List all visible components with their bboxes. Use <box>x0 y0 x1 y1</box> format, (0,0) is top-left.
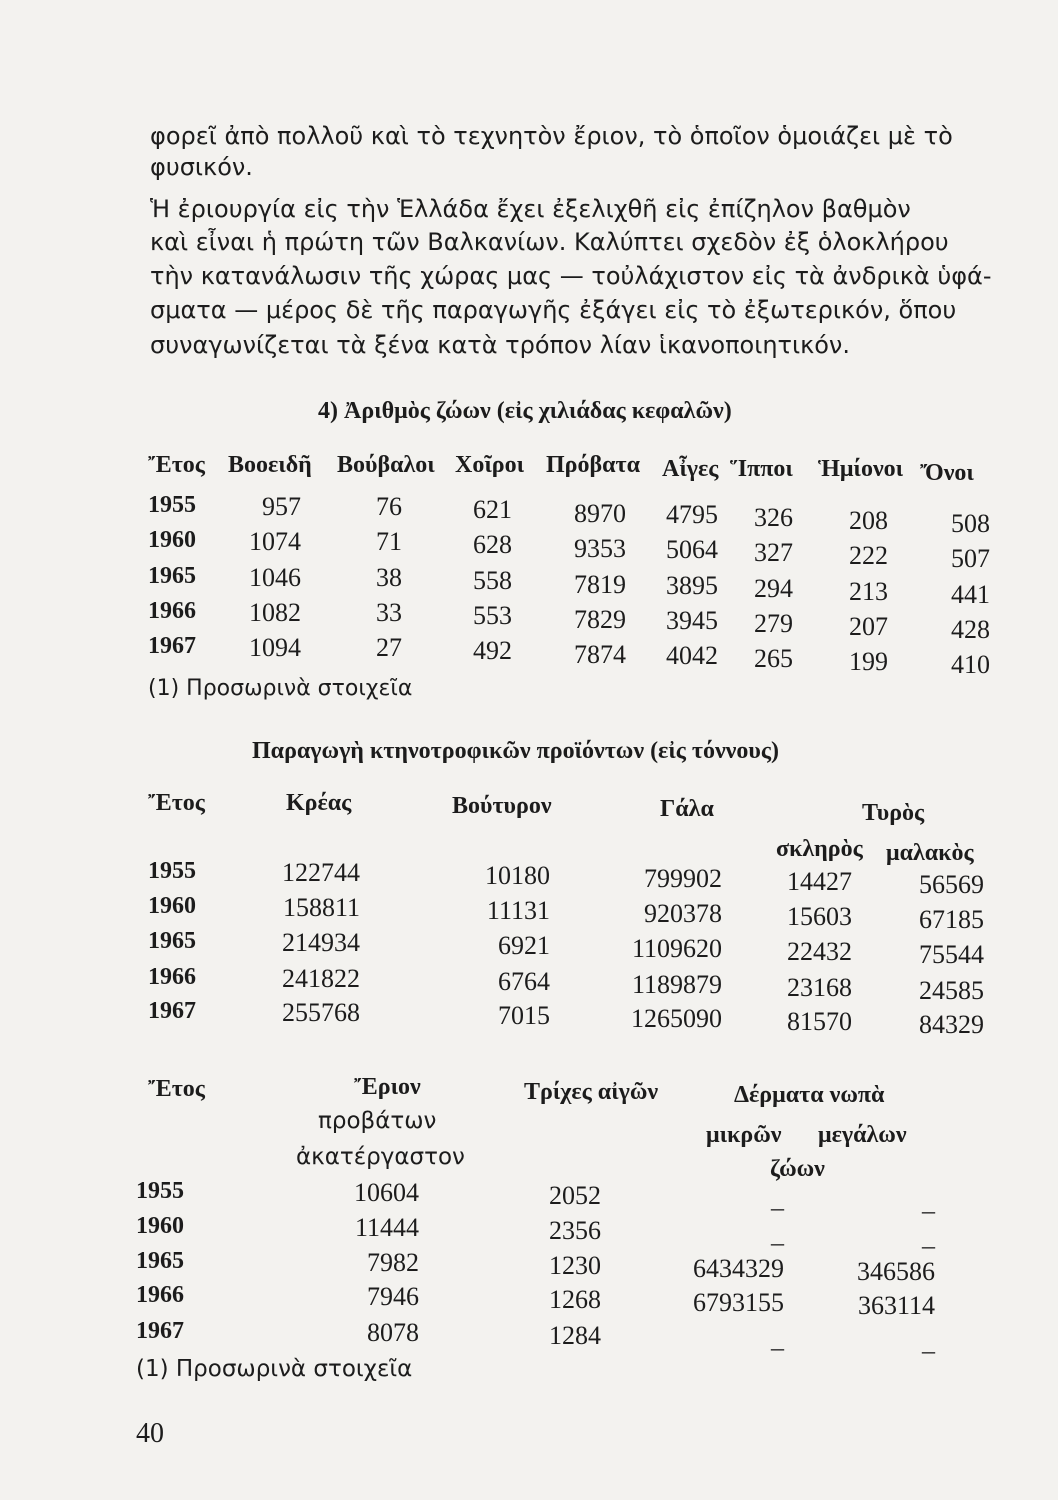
table3-note: (1) Προσωρινὰ στοιχεῖα <box>136 1356 413 1382</box>
table-cell: 294 <box>754 574 793 603</box>
table-cell: 363114 <box>857 1291 935 1320</box>
table1-header: Αἶγες <box>662 456 719 482</box>
table-cell: 410 <box>951 650 990 679</box>
table-cell: 492 <box>473 636 512 665</box>
table-cell: 255768 <box>282 998 360 1027</box>
table-cell: 9353 <box>574 534 626 563</box>
table-cell: _ <box>771 1219 784 1248</box>
table-cell: 207 <box>849 612 888 641</box>
paragraph-line: συναγωνίζεται τὰ ξένα κατὰ τρόπον λίαν ἱκανοποιητικόν. <box>150 331 850 359</box>
table-cell: 2356 <box>549 1216 601 1245</box>
table-cell: 75544 <box>919 940 984 969</box>
table-cell: _ <box>922 1187 935 1216</box>
table-cell: 441 <box>951 580 990 609</box>
table-cell: 553 <box>473 601 512 630</box>
table2-header: Κρέας <box>286 790 352 816</box>
table-cell: 508 <box>951 509 990 538</box>
row-year: 1967 <box>148 633 196 659</box>
table1-header: Ἵπποι <box>730 456 793 482</box>
table-cell: 6793155 <box>693 1288 784 1317</box>
table-cell: 208 <box>849 506 888 535</box>
table2-header: Βούτυρον <box>452 793 552 819</box>
table-cell: 621 <box>473 495 512 524</box>
row-year: 1967 <box>136 1318 184 1344</box>
table-cell: 6764 <box>498 967 550 996</box>
table3-header-small: μικρῶν <box>706 1122 782 1148</box>
table-cell: 122744 <box>282 858 360 887</box>
table-cell: 7015 <box>498 1001 550 1030</box>
table3-header-large: μεγάλων <box>818 1122 907 1148</box>
row-year: 1955 <box>148 858 196 884</box>
table-cell: _ <box>922 1327 935 1356</box>
table-cell: 2052 <box>549 1181 601 1210</box>
table-cell: 4042 <box>666 641 718 670</box>
table-cell: 1230 <box>549 1251 601 1280</box>
table-cell: 8078 <box>367 1318 419 1347</box>
table-cell: 56569 <box>919 870 984 899</box>
table-cell: 628 <box>473 530 512 559</box>
table-cell: 11444 <box>354 1213 419 1242</box>
table-cell: 71 <box>376 527 402 556</box>
table-cell: 265 <box>754 644 793 673</box>
table-cell: 1082 <box>249 598 301 627</box>
table-cell: 38 <box>376 563 402 592</box>
table-cell: 326 <box>754 503 793 532</box>
table-cell: 11131 <box>486 896 550 925</box>
table-cell: 7874 <box>574 640 626 669</box>
table-cell: 1046 <box>249 563 301 592</box>
table3-header-wool: προβάτων <box>318 1108 437 1134</box>
table-cell: 8970 <box>574 499 626 528</box>
table-cell: 507 <box>951 544 990 573</box>
table-cell: 158811 <box>282 893 360 922</box>
table2-subheader: σκληρὸς <box>776 836 863 862</box>
table1-header: Βοοειδῆ <box>228 452 312 478</box>
table-cell: 3895 <box>666 571 718 600</box>
table1-header: Ὄνοι <box>920 460 974 486</box>
row-year: 1966 <box>148 964 196 990</box>
table-cell: 1109620 <box>631 934 722 963</box>
table2-title: Παραγωγὴ κτηνοτροφικῶν προϊόντων (εἰς τόννους) <box>252 738 779 764</box>
table1-header: Ἔτος <box>148 452 205 478</box>
table-cell: 213 <box>849 577 888 606</box>
table-cell: 428 <box>951 615 990 644</box>
table-cell: 1074 <box>249 527 301 556</box>
table-cell: 84329 <box>919 1010 984 1039</box>
table-cell: 6921 <box>498 931 550 960</box>
paragraph-line: φορεῖ ἀπὸ πολλοῦ καὶ τὸ τεχνητὸν ἔριον, τὸ ὁποῖον ὁμοιάζει μὲ τὸ <box>150 122 953 150</box>
paragraph-line: σματα — μέρος δὲ τῆς παραγωγῆς ἐξάγει εἰς τὸ ἐξωτερικόν, ὅπου <box>150 296 957 324</box>
table-cell: 3945 <box>666 606 718 635</box>
table-cell: 222 <box>849 541 888 570</box>
table-cell: 14427 <box>787 867 852 896</box>
row-year: 1955 <box>148 492 196 518</box>
row-year: 1967 <box>148 998 196 1024</box>
table-cell: 327 <box>754 538 793 567</box>
paragraph-line: φυσικόν. <box>150 153 253 181</box>
row-year: 1966 <box>136 1282 184 1308</box>
table-cell: 7982 <box>367 1248 419 1277</box>
table-cell: 27 <box>376 633 402 662</box>
page-number: 40 <box>136 1418 164 1449</box>
table-cell: _ <box>922 1222 935 1251</box>
table-cell: 81570 <box>787 1007 852 1036</box>
table-cell: 10180 <box>485 861 550 890</box>
table-cell: 6434329 <box>693 1254 784 1283</box>
table-cell: 346586 <box>857 1257 935 1286</box>
table-cell: 33 <box>376 598 402 627</box>
table-cell: 1189879 <box>631 970 722 999</box>
table-cell: 15603 <box>787 902 852 931</box>
table-cell: 1094 <box>249 633 301 662</box>
table-cell: 7829 <box>574 605 626 634</box>
table1-note: (1) Προσωρινὰ στοιχεῖα <box>148 676 413 701</box>
row-year: 1966 <box>148 598 196 624</box>
paragraph-line: Ἡ ἐριουργία εἰς τὴν Ἑλλάδα ἔχει ἐξελιχθῆ εἰς ἐπίζηλον βαθμὸν <box>150 195 911 223</box>
table-cell: 7946 <box>367 1282 419 1311</box>
table1-header: Ἡμίονοι <box>818 456 904 482</box>
table2-header: Ἔτος <box>148 790 205 816</box>
table-cell: 1268 <box>549 1285 601 1314</box>
row-year: 1965 <box>136 1248 184 1274</box>
table2-header: Γάλα <box>660 796 714 822</box>
table-cell: 67185 <box>919 905 984 934</box>
row-year: 1960 <box>148 527 196 553</box>
table3-header-wool: ἀκατέργαστον <box>296 1144 465 1170</box>
table-cell: 558 <box>473 566 512 595</box>
row-year: 1960 <box>136 1213 184 1239</box>
table-cell: _ <box>771 1324 784 1353</box>
row-year: 1965 <box>148 928 196 954</box>
table-cell: 1265090 <box>631 1004 722 1033</box>
table3-header-hair: Τρίχες αἰγῶν <box>524 1079 659 1105</box>
table-cell: 5064 <box>666 535 718 564</box>
table-cell: 214934 <box>282 928 360 957</box>
table-cell: 1284 <box>549 1321 601 1350</box>
table-cell: 7819 <box>574 570 626 599</box>
row-year: 1955 <box>136 1178 184 1204</box>
table3-header-wool: Ἔριον <box>354 1074 421 1100</box>
table3-header-year: Ἔτος <box>148 1076 205 1102</box>
table-cell: 799902 <box>644 864 722 893</box>
table2-header: Τυρὸς <box>862 800 925 826</box>
table-cell: 957 <box>262 492 301 521</box>
paragraph-line: τὴν κατανάλωσιν τῆς χώρας μας — τοὐλάχιστον εἰς τὰ ἀνδρικὰ ὑφά- <box>150 262 992 290</box>
table1-header: Βούβαλοι <box>337 452 435 478</box>
table3-header-hides: Δέρματα νωπὰ <box>734 1082 885 1108</box>
table-cell: 279 <box>754 609 793 638</box>
table-cell: 199 <box>849 647 888 676</box>
table1-title: 4) Ἀριθμὸς ζώων (εἰς χιλιάδας κεφαλῶν) <box>318 398 732 424</box>
table-cell: 10604 <box>354 1178 419 1207</box>
table-cell: 22432 <box>787 937 852 966</box>
table-cell: 24585 <box>919 976 984 1005</box>
table-cell: 23168 <box>787 973 852 1002</box>
table-cell: 241822 <box>282 964 360 993</box>
table-cell: 4795 <box>666 500 718 529</box>
table2-subheader: μαλακὸς <box>886 840 974 866</box>
row-year: 1965 <box>148 563 196 589</box>
table-cell: 920378 <box>644 899 722 928</box>
paragraph-line: καὶ εἶναι ἡ πρώτη τῶν Βαλκανίων. Καλύπτει σχεδὸν ἐξ ὁλοκλήρου <box>150 228 949 256</box>
table1-header: Χοῖροι <box>455 452 525 478</box>
table1-header: Πρόβατα <box>546 452 641 478</box>
table-cell: 76 <box>376 492 402 521</box>
table-cell: _ <box>771 1184 784 1213</box>
table3-header-animals: ζώων <box>770 1156 825 1182</box>
row-year: 1960 <box>148 893 196 919</box>
